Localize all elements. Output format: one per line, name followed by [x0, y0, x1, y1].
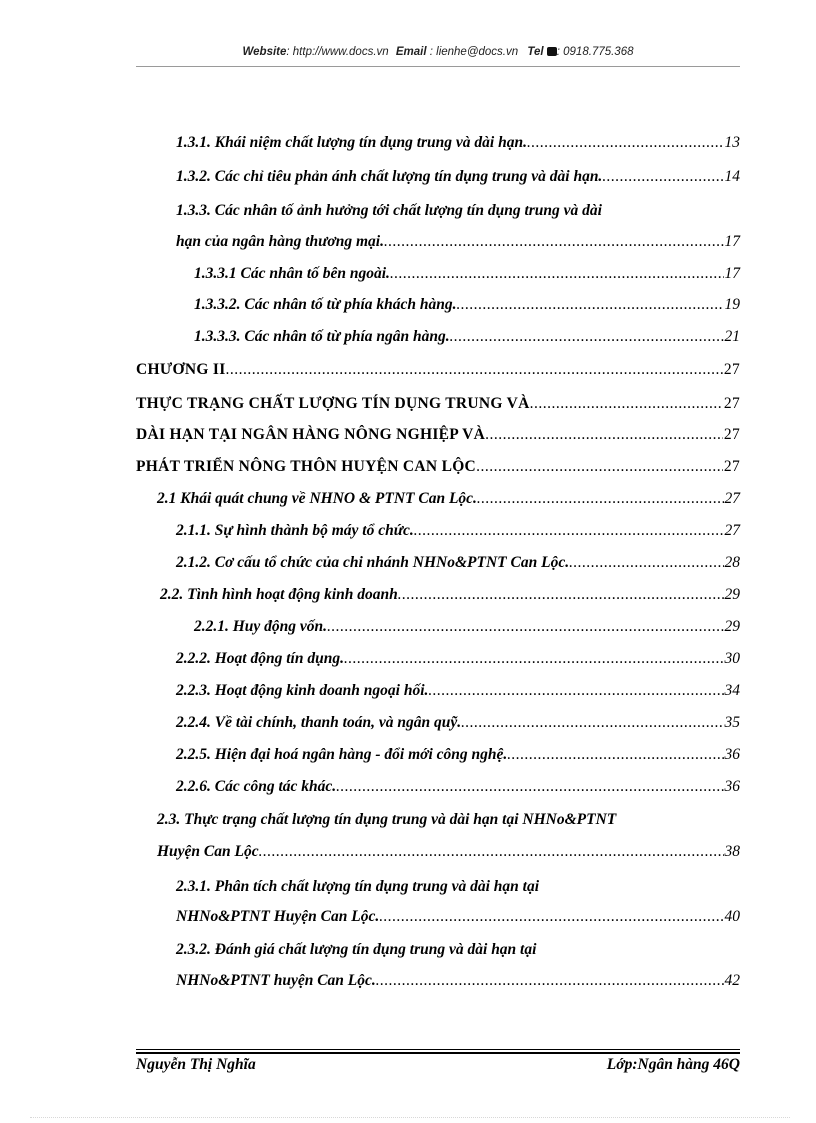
toc-page: 19: [724, 296, 740, 313]
email-label: Email: [395, 46, 427, 58]
toc-entry[interactable]: 1.3.3. Các nhân tố ảnh hưởng tới chất lượng tín dụng trung và dài: [176, 202, 602, 219]
toc-page: 27: [724, 522, 740, 539]
toc-page: 42: [724, 972, 740, 989]
tel-label: Tel: [527, 46, 544, 58]
toc-page: 29: [724, 586, 740, 603]
toc-page: 27: [723, 395, 740, 412]
toc-page: 21: [724, 328, 740, 345]
toc-chapter[interactable]: PHÁT TRIỂN NÔNG THÔN HUYỆN CAN LỘC ..... 27: [136, 457, 740, 477]
toc-entry[interactable]: 2.2.3. Hoạt động kinh doanh ngoại hối. ..... 34: [176, 681, 740, 701]
toc-entry[interactable]: 2.3.2. Đánh giá chất lượng tín dụng trung và dài hạn tại: [176, 941, 537, 958]
footer-author: Nguyễn Thị Nghĩa: [136, 1056, 256, 1073]
toc-page: 35: [724, 714, 740, 731]
toc-entry[interactable]: 2.2. Tình hình hoạt động kinh doanh ..... 29: [160, 585, 740, 605]
toc-page: 13: [724, 134, 740, 151]
website-label: Website: [242, 46, 287, 58]
toc-entry[interactable]: NHNo&PTNT Huyện Can Lộc. ..... 40: [176, 907, 740, 927]
toc-entry[interactable]: 2.2.4. Về tài chính, thanh toán, và ngân quỹ. ..... 35: [176, 713, 740, 733]
page-edge: [30, 1117, 790, 1118]
header-divider: [136, 66, 740, 67]
toc-page: 17: [724, 265, 740, 282]
toc-page: 38: [724, 843, 740, 860]
toc-chapter[interactable]: DÀI HẠN TẠI NGÂN HÀNG NÔNG NGHIỆP VÀ ..... 27: [136, 425, 740, 445]
toc-page: 27: [723, 426, 740, 443]
toc-entry[interactable]: 2.1 Khái quát chung về NHNO & PTNT Can Lộc. ..... 27: [157, 489, 740, 509]
toc-page: 27: [723, 458, 740, 475]
toc-entry[interactable]: 1.3.2. Các chỉ tiêu phản ánh chất lượng tín dụng trung và dài hạn. ..... 14: [176, 167, 740, 187]
footer-divider: [136, 1049, 740, 1050]
toc-entry[interactable]: 2.3.1. Phân tích chất lượng tín dụng trung và dài hạn tại: [176, 878, 540, 895]
toc-entry[interactable]: Huyện Can Lộc ..... 38: [157, 842, 740, 862]
toc-entry[interactable]: hạn của ngân hàng thương mại. ..... 17: [176, 232, 740, 252]
toc-entry[interactable]: 2.2.1. Huy động vốn. ..... 29: [194, 617, 740, 637]
toc-entry[interactable]: 1.3.3.2. Các nhân tố từ phía khách hàng. ..... 19: [194, 295, 740, 315]
toc-entry[interactable]: NHNo&PTNT huyện Can Lộc. ..... 42: [176, 971, 740, 991]
toc-page: 27: [724, 490, 740, 507]
toc-page: 27: [723, 361, 740, 378]
toc-entry[interactable]: 1.3.3.1 Các nhân tố bên ngoài. ..... 17: [194, 264, 740, 284]
toc-chapter[interactable]: THỰC TRẠNG CHẤT LƯỢNG TÍN DỤNG TRUNG VÀ ..... 27: [136, 394, 740, 414]
toc-entry[interactable]: 1.3.3.3. Các nhân tố từ phía ngân hàng. ..... 21: [194, 327, 740, 347]
toc-entry[interactable]: 2.2.6. Các công tác khác. ..... 36: [176, 777, 740, 797]
toc-entry[interactable]: 1.3.1. Khái niệm chất lượng tín dụng trung và dài hạn. ..... 13: [176, 133, 740, 153]
toc-entry[interactable]: 2.1.1. Sự hình thành bộ máy tổ chức. ..... 27: [176, 521, 740, 541]
toc-page: 17: [724, 233, 740, 250]
toc-page: 14: [724, 168, 740, 185]
footer-class: Lớp:Ngân hàng 46Q: [606, 1056, 740, 1073]
website-value[interactable]: : http://www.docs.vn: [286, 46, 389, 58]
phone-icon: [547, 47, 557, 56]
toc-page: 28: [724, 554, 740, 571]
tel-value: : 0918.775.368: [556, 46, 634, 58]
toc-page: 30: [724, 650, 740, 667]
toc-page: 36: [724, 778, 740, 795]
toc-entry[interactable]: 2.1.2. Cơ cấu tổ chức của chi nhánh NHNo&PTNT Can Lộc. ..... 28: [176, 553, 740, 573]
toc-entry[interactable]: 2.2.5. Hiện đại hoá ngân hàng - đổi mới công nghệ. ..... 36: [176, 745, 740, 765]
toc-page: 29: [724, 618, 740, 635]
toc-page: 36: [724, 746, 740, 763]
toc-chapter[interactable]: CHƯƠNG II ..... 27: [136, 360, 740, 380]
toc-page: 34: [724, 682, 740, 699]
toc-page: 40: [724, 908, 740, 925]
footer-divider-thick: [136, 1052, 740, 1054]
email-value[interactable]: : lienhe@docs.vn: [429, 46, 519, 58]
toc-entry[interactable]: 2.2.2. Hoạt động tín dụng. ..... 30: [176, 649, 740, 669]
toc-entry[interactable]: 2.3. Thực trạng chất lượng tín dụng trung và dài hạn tại NHNo&PTNT: [157, 811, 617, 828]
page-header: [136, 46, 740, 58]
